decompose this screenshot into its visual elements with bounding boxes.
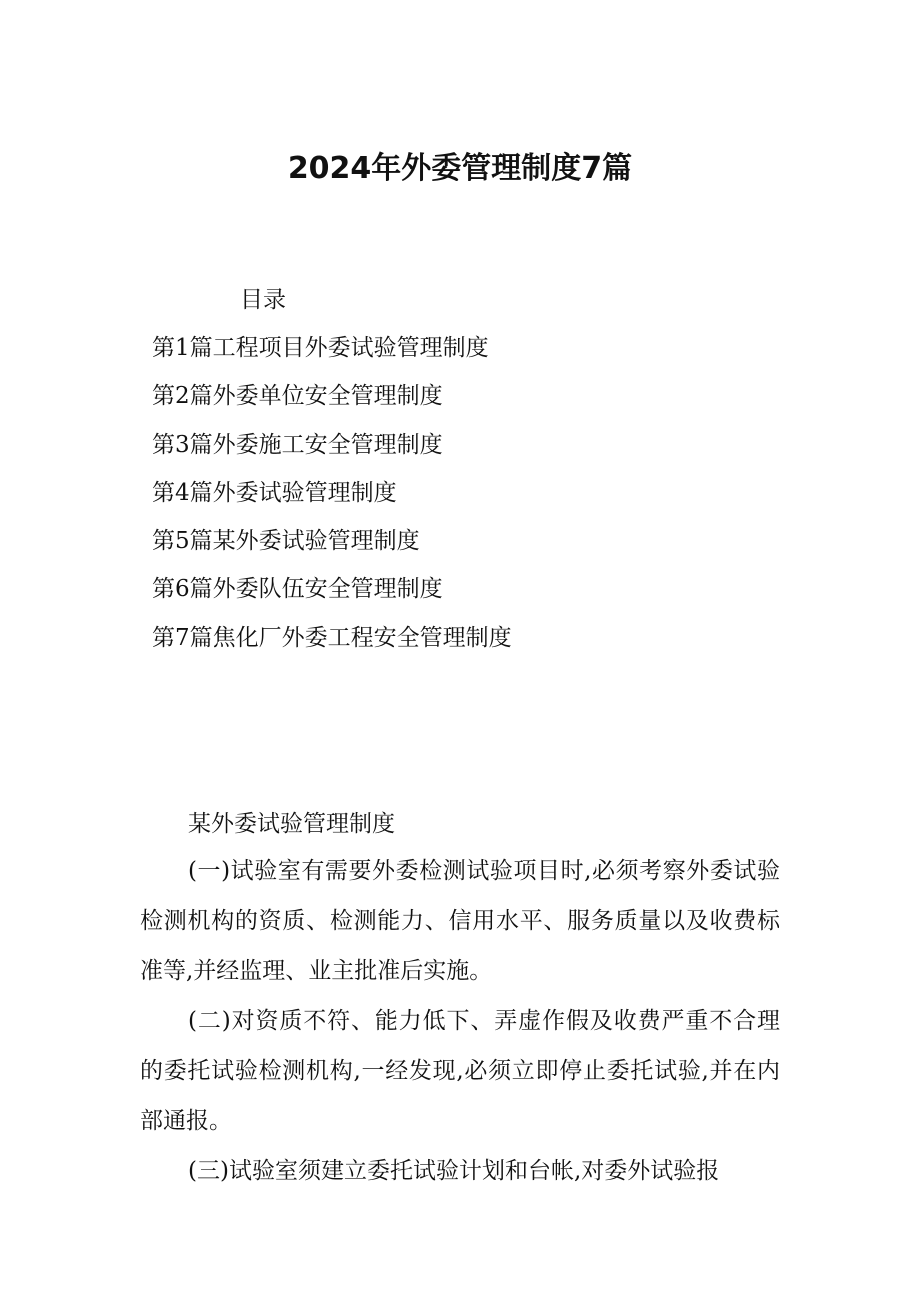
toc-item: 第5篇某外委试验管理制度 — [152, 528, 420, 555]
article-heading: 某外委试验管理制度 — [188, 811, 395, 837]
article-paragraph: (二)对资质不符、能力低下、弄虚作假及收费严重不合理的委托试验检测机构,一经发现,必须立即停止委托试验,并在内部通报。 — [140, 1008, 780, 1134]
article-paragraph: (一)试验室有需要外委检测试验项目时,必须考察外委试验检测机构的资质、检测能力、信用水平、服务质量以及收费标准等,并经监理、业主批准后实施。 — [140, 858, 780, 984]
toc-heading: 目录 — [240, 287, 286, 313]
toc-item: 第2篇外委单位安全管理制度 — [152, 383, 443, 410]
toc-item: 第7篇焦化厂外委工程安全管理制度 — [152, 624, 512, 651]
toc-item: 第1篇工程项目外委试验管理制度 — [152, 335, 489, 361]
article-section — [140, 802, 780, 1196]
toc-list — [152, 324, 852, 662]
document-title: 2024年外委管理制度7篇 — [287, 151, 633, 186]
toc-item: 第6篇外委队伍安全管理制度 — [152, 576, 443, 603]
article-paragraph: (三)试验室须建立委托试验计划和台帐,对委外试验报 — [188, 1158, 720, 1184]
toc-item: 第3篇外委施工安全管理制度 — [152, 431, 443, 458]
toc-item: 第4篇外委试验管理制度 — [152, 479, 397, 506]
table-of-contents — [152, 276, 852, 662]
